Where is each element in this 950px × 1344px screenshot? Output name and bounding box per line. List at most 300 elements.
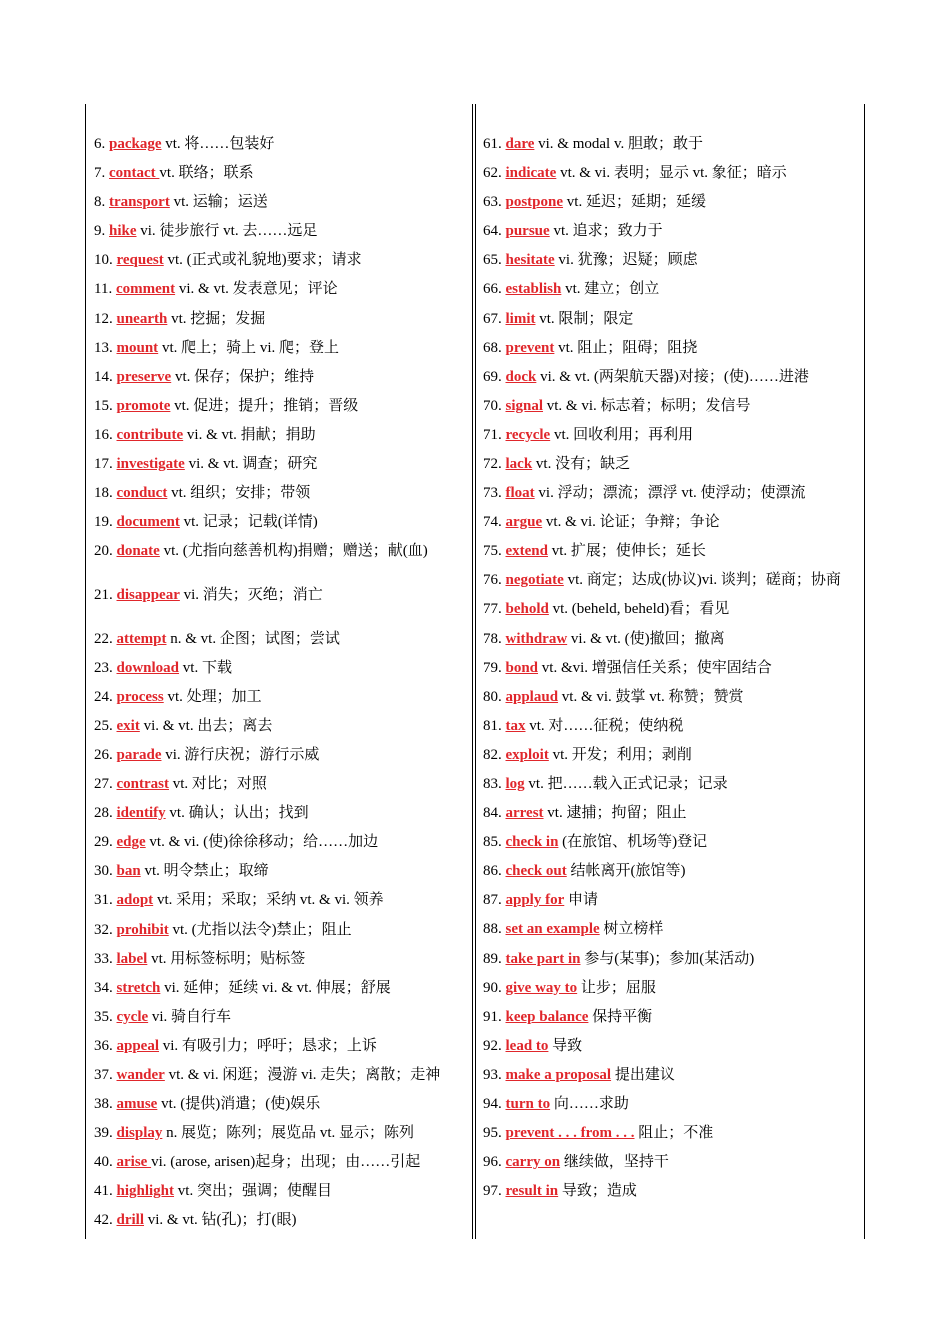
vocab-entry xyxy=(483,828,859,857)
vocab-word: exit xyxy=(116,717,140,734)
vocab-entry xyxy=(483,537,859,566)
vocab-entry xyxy=(94,450,466,479)
entry-number: 92. xyxy=(483,1037,502,1054)
vocab-definition: vt. 追求；致力于 xyxy=(549,223,663,240)
vocab-entry-text xyxy=(94,136,274,152)
vocab-word: extend xyxy=(505,543,548,560)
right-border-line xyxy=(864,104,865,1239)
vocab-word: stretch xyxy=(116,979,161,996)
entry-number: 8. xyxy=(94,194,106,211)
entry-number: 79. xyxy=(483,659,502,676)
entry-number: 69. xyxy=(483,368,502,385)
vocab-entry-text xyxy=(94,805,309,821)
entry-number: 11. xyxy=(94,281,113,298)
vocab-entry xyxy=(483,770,859,799)
vocab-definition: vi. 骑自行车 xyxy=(148,1008,232,1025)
vocab-entry xyxy=(483,915,859,944)
vocab-definition: vt. 突出；强调；使醒目 xyxy=(174,1183,332,1200)
vocab-word: display xyxy=(116,1125,163,1142)
vocab-definition: 导致；造成 xyxy=(558,1183,637,1200)
vocab-word: document xyxy=(116,514,180,531)
vocab-entry xyxy=(483,159,859,188)
entry-number: 73. xyxy=(483,485,502,502)
vocab-word: attempt xyxy=(116,630,167,647)
vocab-entry xyxy=(483,188,859,217)
entry-number: 62. xyxy=(483,165,502,182)
vocab-entry-text xyxy=(483,892,598,908)
vocab-word: check out xyxy=(505,863,567,880)
vocab-word: conduct xyxy=(116,485,168,502)
vocab-definition: n. 展览；陈列；展览品 vt. 显示；陈列 xyxy=(162,1125,415,1142)
entry-number: 82. xyxy=(483,746,502,763)
vocab-entry xyxy=(483,712,859,741)
vocab-entry-text xyxy=(483,340,697,356)
vocab-entry-text xyxy=(94,1067,440,1083)
entry-number: 74. xyxy=(483,514,502,531)
vocab-definition: (在旅馆、机场等)登记 xyxy=(558,834,708,851)
vocab-definition: vt. 组织；安排；带领 xyxy=(167,485,311,502)
entry-number: 96. xyxy=(483,1154,502,1171)
entry-number: 75. xyxy=(483,543,502,560)
vocab-word: contrast xyxy=(116,776,169,793)
entry-number: 28. xyxy=(94,805,113,822)
vocab-definition: vt. & vi. 表明；显示 vt. 象征；暗示 xyxy=(556,165,787,182)
vocab-entry-text xyxy=(483,1154,669,1170)
vocab-word: give way to xyxy=(505,979,578,996)
entry-number: 31. xyxy=(94,892,113,909)
vocab-definition: vi. 延伸；延续 vi. & vt. 伸展；舒展 xyxy=(160,979,391,996)
vocab-entry xyxy=(483,508,859,537)
entry-number: 30. xyxy=(94,863,113,880)
entry-number: 87. xyxy=(483,892,502,909)
vocab-entry-text xyxy=(483,776,728,792)
vocab-entry xyxy=(94,305,466,334)
vocab-entry-text xyxy=(94,1009,231,1025)
vocab-entry xyxy=(94,508,466,537)
vocab-definition: vt. 对比；对照 xyxy=(169,776,267,793)
vocab-entry xyxy=(94,130,466,159)
vocab-entry xyxy=(94,217,466,246)
vocab-entry-text xyxy=(483,252,698,268)
vocab-entry-text xyxy=(483,311,633,327)
vocab-entry xyxy=(483,799,859,828)
vocab-entry-text xyxy=(483,1096,629,1112)
vocab-definition: vi. 有吸引力；呼吁；恳求；上诉 xyxy=(159,1037,377,1054)
entry-number: 91. xyxy=(483,1008,502,1025)
vocab-entry-text xyxy=(483,980,656,996)
vocab-definition: vt. (beheld, beheld)看；看见 xyxy=(548,601,730,618)
vocab-entry-text xyxy=(94,194,268,210)
vocab-definition: vt. 没有；缺乏 xyxy=(532,456,631,473)
vocab-word: arrest xyxy=(505,805,544,822)
entry-number: 84. xyxy=(483,805,502,822)
vocab-entry-text xyxy=(94,1038,377,1054)
left-border-line xyxy=(85,104,86,1239)
vocab-word: package xyxy=(109,136,162,152)
vocab-word: tax xyxy=(505,717,526,734)
vocab-word: arise xyxy=(116,1154,152,1171)
vocab-word: contribute xyxy=(116,426,184,443)
vocab-entry-text xyxy=(94,340,339,356)
vocab-entry-text xyxy=(483,398,751,414)
vocab-entry xyxy=(94,275,466,304)
vocab-entry-text xyxy=(94,485,310,501)
vocab-definition: vt. 运输；运送 xyxy=(169,194,268,211)
vocab-entry-text xyxy=(483,456,630,472)
vocab-definition: vi. 游行庆祝；游行示威 xyxy=(161,746,320,763)
vocab-entry-text xyxy=(94,1154,420,1170)
vocab-entry-text xyxy=(483,1183,637,1199)
vocab-entry-text xyxy=(94,660,232,676)
vocab-entry-text xyxy=(483,543,706,559)
vocab-entry xyxy=(483,1090,859,1119)
vocab-definition: vt. 回收利用；再利用 xyxy=(550,426,694,443)
vocab-entry-text xyxy=(483,485,806,501)
entry-number: 41. xyxy=(94,1183,113,1200)
vocab-word: investigate xyxy=(116,456,185,473)
vocab-word: wander xyxy=(116,1067,165,1083)
vocabulary-column-left xyxy=(94,130,466,1236)
vocab-definition: vi. (arose, arisen)起身；出现；由……引起 xyxy=(151,1154,421,1171)
vocab-entry xyxy=(94,770,466,799)
entry-number: 86. xyxy=(483,863,502,880)
vocab-entry-text xyxy=(94,718,272,734)
vocab-entry xyxy=(483,857,859,886)
vocab-word: turn to xyxy=(505,1096,551,1112)
vocab-entry-text xyxy=(483,223,663,239)
vocab-word: contact xyxy=(109,165,160,182)
entry-number: 32. xyxy=(94,921,113,938)
vocab-word: lead to xyxy=(505,1037,549,1054)
vocab-definition: vi. & vt. 钻(孔)；打(眼) xyxy=(144,1212,297,1229)
vocab-word: appeal xyxy=(116,1037,160,1054)
vocab-entry-text xyxy=(483,863,686,879)
vocab-definition: vi. 徒步旅行 vt. 去……远足 xyxy=(136,223,318,240)
vocab-entry xyxy=(483,450,859,479)
vocab-word: prevent . . . from . . . xyxy=(505,1125,635,1142)
vocab-entry xyxy=(483,1119,859,1148)
vocab-entry xyxy=(94,1032,466,1061)
vocab-entry xyxy=(94,828,466,857)
vocab-definition: vt. &vi. 增强信任关系；使牢固结合 xyxy=(538,659,772,676)
vocab-definition: vi. 浮动；漂流；漂浮 vt. 使浮动；使漂流 xyxy=(534,485,806,502)
entry-number: 94. xyxy=(483,1096,502,1112)
entry-number: 85. xyxy=(483,834,502,851)
vocab-word: cycle xyxy=(116,1008,149,1025)
vocab-definition: 参与(某事)；参加(某活动) xyxy=(580,950,755,967)
vocab-entry xyxy=(94,741,466,770)
vocab-definition: vt. 确认；认出；找到 xyxy=(165,805,309,822)
vocab-word: behold xyxy=(505,601,549,618)
vocab-entry-text xyxy=(94,834,378,850)
vocab-entry-text xyxy=(483,660,772,676)
entry-number: 37. xyxy=(94,1067,113,1083)
vocab-word: process xyxy=(116,688,164,705)
vocab-word: mount xyxy=(116,339,159,356)
vocab-word: keep balance xyxy=(505,1008,589,1025)
entry-number: 71. xyxy=(483,426,502,443)
vocab-definition: vt. (尤指以法令)禁止；阻止 xyxy=(168,921,352,938)
vocab-word: lack xyxy=(505,456,533,473)
entry-number: 88. xyxy=(483,921,502,938)
vocab-definition: vt. 逮捕；拘留；阻止 xyxy=(543,805,687,822)
entry-number: 20. xyxy=(94,543,113,560)
vocab-entry-text xyxy=(483,165,787,181)
middle-border-line-1 xyxy=(472,104,473,1239)
vocab-word: promote xyxy=(116,397,171,414)
vocab-entry xyxy=(94,479,466,508)
vocab-entry xyxy=(94,654,466,683)
vocab-word: result in xyxy=(505,1183,559,1200)
vocab-entry-text xyxy=(94,1212,297,1228)
vocabulary-column-right xyxy=(483,130,859,1206)
vocab-entry-text xyxy=(483,1009,652,1025)
vocab-entry-text xyxy=(483,951,754,967)
vocab-entry-text xyxy=(94,456,317,472)
vocab-entry xyxy=(94,625,466,654)
vocab-entry-text xyxy=(483,427,693,443)
vocab-definition: 结帐离开(旅馆等) xyxy=(566,863,686,880)
entry-number: 18. xyxy=(94,485,113,502)
vocab-entry-text xyxy=(94,165,254,181)
entry-number: 95. xyxy=(483,1125,502,1142)
vocab-word: prevent xyxy=(505,339,555,356)
vocab-word: amuse xyxy=(116,1096,158,1113)
vocab-entry-text xyxy=(94,223,317,239)
vocab-word: pursue xyxy=(505,223,550,240)
vocab-definition: vt. 保存；保护；维持 xyxy=(171,368,315,385)
vocab-definition: vt. 将……包装好 xyxy=(161,136,275,152)
vocab-entry-text xyxy=(483,572,841,588)
vocab-definition: vt. 商定；达成(协议)vi. 谈判；磋商；协商 xyxy=(563,572,841,589)
entry-number: 15. xyxy=(94,397,113,414)
vocab-definition: vt. (尤指向慈善机构)捐赠；赠送；献(血) xyxy=(159,543,428,560)
entry-number: 19. xyxy=(94,514,113,531)
entry-number: 70. xyxy=(483,397,502,414)
vocab-entry xyxy=(94,1177,466,1206)
entry-number: 35. xyxy=(94,1008,113,1025)
vocab-entry-text xyxy=(94,1125,414,1141)
entry-number: 72. xyxy=(483,456,502,473)
vocab-word: log xyxy=(505,775,525,792)
vocab-entry-text xyxy=(94,863,269,879)
vocab-definition: 让步；屈服 xyxy=(577,979,656,996)
entry-number: 90. xyxy=(483,979,502,996)
vocab-word: limit xyxy=(505,310,536,327)
vocab-entry xyxy=(483,595,859,624)
vocab-word: negotiate xyxy=(505,572,564,589)
vocab-entry xyxy=(483,683,859,712)
vocab-entry-text xyxy=(483,747,692,763)
entry-number: 27. xyxy=(94,776,113,793)
vocab-entry xyxy=(483,1177,859,1206)
vocab-entry xyxy=(483,741,859,770)
entry-number: 68. xyxy=(483,339,502,356)
vocab-entry-text xyxy=(483,194,706,210)
vocab-definition: vi. & vt. (两架航天器)对接；(使)……进港 xyxy=(536,368,809,385)
vocab-word: signal xyxy=(505,397,544,414)
vocab-definition: vt. 用标签标明；贴标签 xyxy=(147,950,306,967)
vocab-word: exploit xyxy=(505,746,549,763)
entry-number: 17. xyxy=(94,456,113,473)
vocab-word: carry on xyxy=(505,1154,561,1171)
vocab-entry-text xyxy=(94,398,358,414)
vocab-word: float xyxy=(505,485,535,502)
vocab-word: apply for xyxy=(505,892,565,909)
vocab-entry xyxy=(94,188,466,217)
vocab-definition: vt. 明令禁止；取缔 xyxy=(140,863,269,880)
vocab-definition: vi. & vt. 调查；研究 xyxy=(184,456,318,473)
vocab-entry xyxy=(94,421,466,450)
vocab-word: set an example xyxy=(505,921,600,938)
vocab-word: take part in xyxy=(505,950,581,967)
vocab-word: preserve xyxy=(116,368,172,385)
entry-number: 40. xyxy=(94,1154,113,1171)
vocab-definition: vi. & vt. 出去；离去 xyxy=(139,717,273,734)
vocab-entry xyxy=(483,625,859,654)
entry-number: 38. xyxy=(94,1096,113,1113)
vocab-word: check in xyxy=(505,834,559,851)
vocab-entry xyxy=(94,916,466,945)
vocab-definition: vt. & vi. 标志着；标明；发信号 xyxy=(543,397,751,414)
vocab-definition: vi. 犹豫；迟疑；顾虑 xyxy=(554,252,698,269)
entry-number: 97. xyxy=(483,1183,502,1200)
vocab-definition: 继续做，坚持干 xyxy=(560,1154,669,1171)
vocab-word: make a proposal xyxy=(505,1066,612,1083)
vocab-word: postpone xyxy=(505,194,564,211)
vocab-definition: vt. (提供)消遣；(使)娱乐 xyxy=(157,1096,321,1113)
vocab-definition: vt. 把……载入正式记录；记录 xyxy=(524,775,728,792)
vocab-definition: vt. 处理；加工 xyxy=(163,688,262,705)
vocab-entry xyxy=(483,479,859,508)
vocab-entry-text xyxy=(483,281,659,297)
vocab-entry xyxy=(483,217,859,246)
vocab-definition: 提出建议 xyxy=(611,1066,675,1083)
entry-number: 61. xyxy=(483,136,502,152)
vocab-word: bond xyxy=(505,659,539,676)
vocab-entry xyxy=(94,159,466,188)
vocab-word: parade xyxy=(116,746,162,763)
vocab-entry-text xyxy=(483,601,729,617)
vocab-entry xyxy=(94,246,466,275)
vocab-entry-text xyxy=(483,631,725,647)
vocab-definition: 申请 xyxy=(564,892,599,909)
vocab-definition: vt. 记录；记载(详情) xyxy=(179,514,318,531)
vocab-word: hike xyxy=(109,223,137,240)
entry-number: 9. xyxy=(94,223,106,240)
entry-number: 23. xyxy=(94,659,113,676)
vocab-entry-text xyxy=(94,543,428,559)
vocab-entry-text xyxy=(94,1096,320,1112)
vocab-word: applaud xyxy=(505,688,559,705)
vocab-entry xyxy=(94,1148,466,1177)
entry-number: 29. xyxy=(94,834,113,851)
vocab-entry-text xyxy=(483,689,743,705)
vocab-word: drill xyxy=(116,1212,145,1229)
vocab-entry-text xyxy=(94,281,338,297)
vocab-definition: vt. 采用；采取；采纳 vt. & vi. 领养 xyxy=(153,892,384,909)
vocab-entry xyxy=(94,392,466,421)
vocab-word: dare xyxy=(505,136,535,152)
entry-number: 14. xyxy=(94,368,113,385)
entry-number: 12. xyxy=(94,310,113,327)
vocab-entry xyxy=(94,945,466,974)
vocab-word: unearth xyxy=(116,310,168,327)
vocab-entry-text xyxy=(483,1038,582,1054)
entry-number: 10. xyxy=(94,252,113,269)
vocab-definition: vt. & vi. 闲逛；漫游 vi. 走失；离散；走神 xyxy=(164,1067,441,1083)
vocab-entry xyxy=(483,654,859,683)
vocab-entry xyxy=(483,1148,859,1177)
vocab-entry xyxy=(94,1003,466,1032)
vocab-entry-text xyxy=(94,514,318,530)
entry-number: 77. xyxy=(483,601,502,618)
vocab-entry xyxy=(483,363,859,392)
entry-number: 89. xyxy=(483,950,502,967)
vocab-definition: vt. 对……征税；使纳税 xyxy=(525,717,684,734)
entry-number: 24. xyxy=(94,688,113,705)
vocab-word: identify xyxy=(116,805,166,822)
vocab-definition: vt. 挖掘；发掘 xyxy=(167,310,266,327)
vocab-definition: 树立榜样 xyxy=(599,921,664,938)
vocab-definition: vt. 联络；联系 xyxy=(159,165,254,182)
vocab-entry-text xyxy=(94,689,262,705)
entry-number: 83. xyxy=(483,775,502,792)
vocab-word: transport xyxy=(109,194,170,211)
vocab-word: hesitate xyxy=(505,252,555,269)
vocab-word: recycle xyxy=(505,426,551,443)
vocab-entry xyxy=(94,566,466,624)
vocab-definition: 向……求助 xyxy=(550,1096,629,1112)
vocab-entry xyxy=(483,305,859,334)
entry-number: 22. xyxy=(94,630,113,647)
vocab-entry-text xyxy=(94,369,314,385)
vocab-entry xyxy=(94,886,466,915)
vocab-entry-text xyxy=(483,921,663,937)
entry-number: 6. xyxy=(94,136,106,152)
entry-number: 65. xyxy=(483,252,502,269)
vocab-entry-text xyxy=(94,892,384,908)
vocab-word: dock xyxy=(505,368,537,385)
vocab-definition: vt. 下载 xyxy=(179,659,232,676)
vocab-entry-text xyxy=(94,776,267,792)
vocab-entry-text xyxy=(483,718,683,734)
vocab-word: withdraw xyxy=(505,630,568,647)
vocab-definition: vt. 阻止；阻碍；阻挠 xyxy=(554,339,698,356)
vocab-word: download xyxy=(116,659,180,676)
vocab-word: ban xyxy=(116,863,141,880)
vocab-entry-text xyxy=(94,427,316,443)
vocab-entry-text xyxy=(94,631,340,647)
vocab-word: argue xyxy=(505,514,543,531)
vocab-definition: vt. & vi. 论证；争辩；争论 xyxy=(542,514,720,531)
vocab-word: edge xyxy=(116,834,146,851)
vocab-definition: vt. 建立；创立 xyxy=(561,281,660,298)
vocab-word: comment xyxy=(115,281,176,298)
vocab-entry xyxy=(483,1032,859,1061)
vocab-entry xyxy=(94,537,466,566)
vocab-entry-text xyxy=(483,369,809,385)
vocab-definition: n. & vt. 企图；试图；尝试 xyxy=(166,630,340,647)
vocab-entry xyxy=(483,334,859,363)
vocab-entry xyxy=(94,1206,466,1235)
entry-number: 25. xyxy=(94,717,113,734)
vocab-entry xyxy=(94,799,466,828)
vocab-entry-text xyxy=(94,1183,332,1199)
vocab-word: highlight xyxy=(116,1183,175,1200)
middle-border-line-2 xyxy=(475,104,476,1239)
vocab-word: indicate xyxy=(505,165,557,182)
